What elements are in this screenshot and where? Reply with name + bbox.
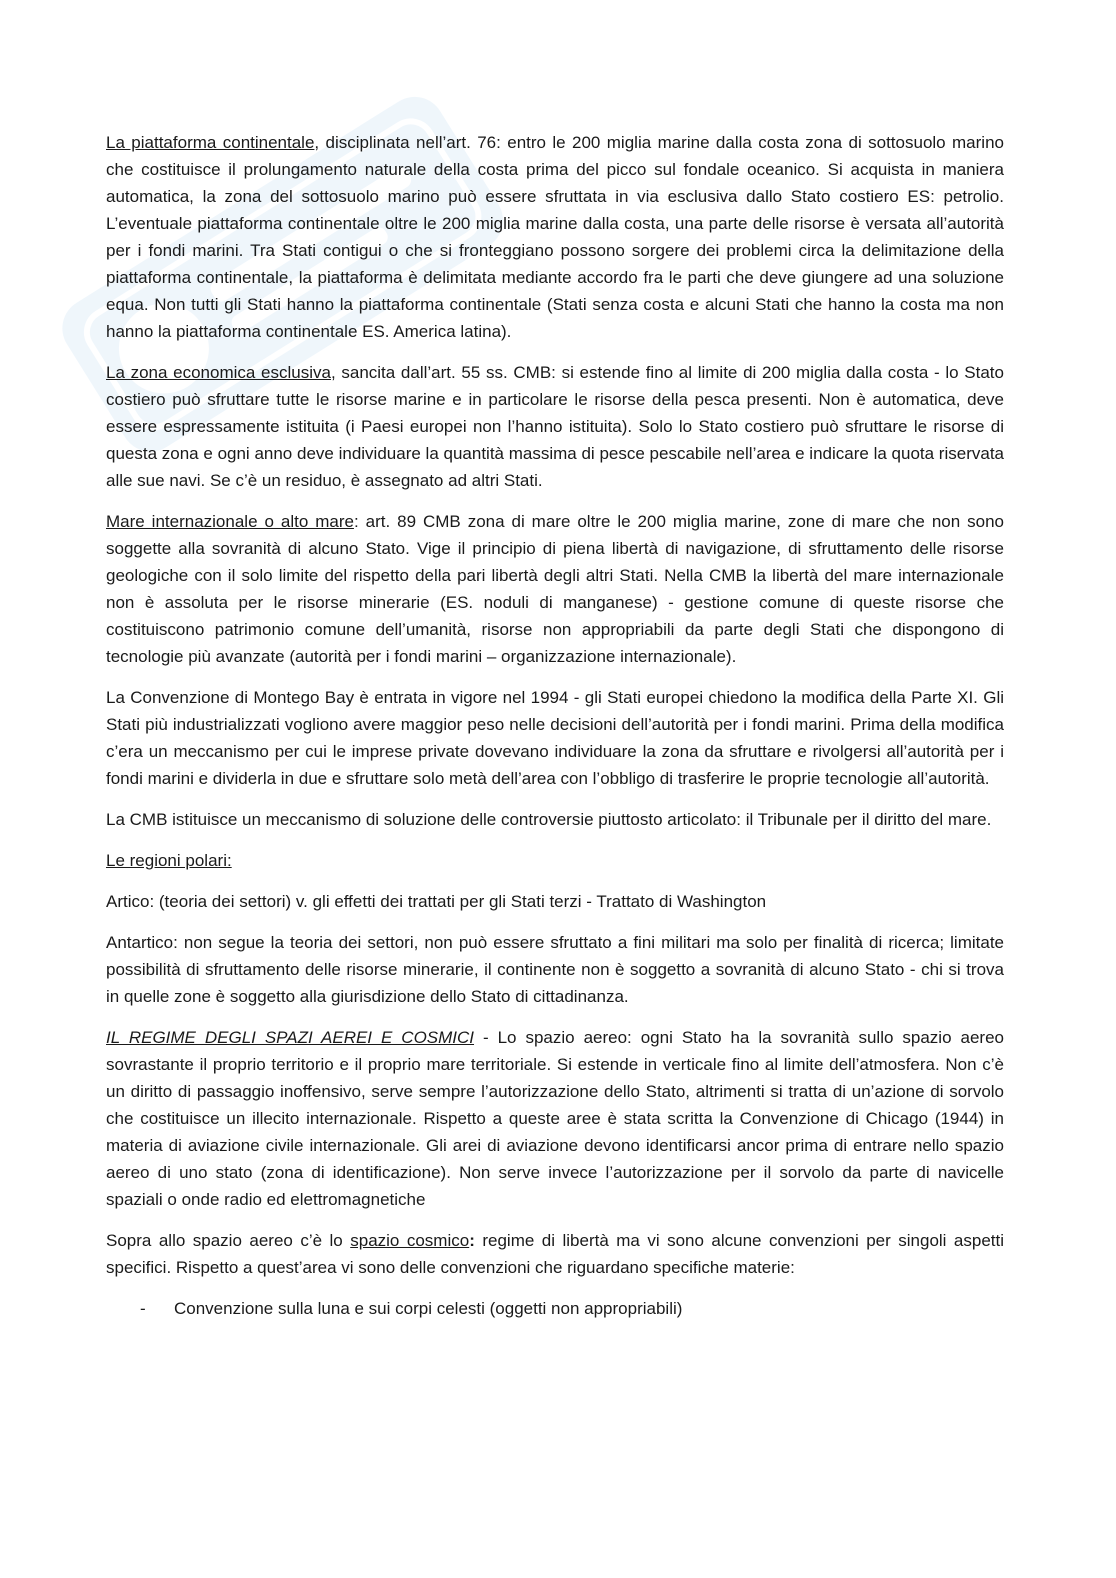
list-item-text: Convenzione sulla luna e sui corpi celesti (oggetti non appropriabili)	[174, 1299, 683, 1318]
colon: :	[469, 1231, 475, 1250]
paragraph-artico: Artico: (teoria dei settori) v. gli effetti dei trattati per gli Stati terzi - Trattato di Washington	[106, 892, 767, 911]
term-zona-economica-esclusiva: La zona economica esclusiva	[106, 363, 331, 382]
paragraph-spazio-cosmico	[106, 1227, 1004, 1281]
heading-regioni-polari	[106, 847, 1004, 874]
heading-text: Le regioni polari:	[106, 851, 232, 870]
paragraph-text: , sancita dall’art. 55 ss. CMB: si estende fino al limite di 200 miglia dalla costa - lo Stato costiero può sfruttare tutte le risorse marine e in particolare le risorse della pesca presenti. Non è automatica, deve essere espressamente istituita (i Paesi europei non l’hanno istituita). Solo lo Stato costiero può sfruttare le risorse di questa zona e ogni anno deve individuare la quantità massima di pesce pescabile nell’area e indicare la quota riservata alle sue navi. Se c’è un residuo, è assegnato ad altri Stati.	[106, 363, 1004, 490]
paragraph-alto-mare	[106, 508, 1004, 670]
paragraph-antartico: Antartico: non segue la teoria dei settori, non può essere sfruttato a fini militari ma solo per finalità di ricerca; limitate possibilità di sfruttamento delle risorse minerarie, il continente non è soggetto a sovranità di alcuno Stato - chi si trova in quelle zone è soggetto alla giurisdizione dello Stato di cittadinanza.	[106, 933, 1004, 1006]
paragraph-text: - Lo spazio aereo: ogni Stato ha la sovranità sullo spazio aereo sovrastante il proprio territorio e il proprio mare territoriale. Si estende in verticale fino al limite dell’atmosfera. Non c’è un diritto di passaggio inoffensivo, serve sempre l’autorizzazione dello Stato, altrimenti si tratta di un’azione di sorvolo che costituisce un illecito internazionale. Rispetto a queste aree è stata scritta la Convenzione di Chicago (1944) in materia di aviazione civile internazionale. Gli arei di aviazione devono identificarsi ancor prima di entrare nello spazio aereo di uno stato (zona di identificazione). Non serve invece l’autorizzazione per il sorvolo da parte di navicelle spaziali o onde radio ed elettromagnetiche	[106, 1028, 1004, 1209]
paragraph-zona-economica-esclusiva	[106, 359, 1004, 494]
term-alto-mare: Mare internazionale o alto mare	[106, 512, 354, 531]
paragraph-montego-bay: La Convenzione di Montego Bay è entrata in vigore nel 1994 - gli Stati europei chiedono la modifica della Parte XI. Gli Stati più industrializzati vogliono avere maggior peso nelle decisioni dell’autorità per i fondi marini. Prima della modifica c’era un meccanismo per cui le imprese private dovevano individuare la zona da sfruttare e rivolgersi all’autorità per i fondi marini e dividerla in due e sfruttare solo metà dell’area con l’obbligo di trasferire le proprie tecnologie all’autorità.	[106, 688, 1004, 788]
paragraph-text: , disciplinata nell’art. 76: entro le 200 miglia marine dalla costa zona di sottosuolo marino che costituisce il prolungamento naturale della costa prima del picco sul fondale oceanico. Si acquista in maniera automatica, la zona del sottosuolo marino può essere sfruttata in via esclusiva dallo Stato costiero ES: petrolio. L’eventuale piattaforma continentale oltre le 200 miglia marine dalla costa, una parte delle risorse è versata all’autorità per i fondi marini. Tra Stati contigui o che si fronteggiano possono sorgere dei problemi circa la delimitazione della piattaforma continentale, la piattaforma è delimitata mediante accordo fra le parti che deve giungere ad una soluzione equa. Non tutti gli Stati hanno la piattaforma continentale (Stati senza costa e alcuni Stati che hanno la costa ma non hanno la piattaforma continentale ES. America latina).	[106, 133, 1004, 341]
document-page	[106, 129, 1004, 1322]
paragraph-text: : art. 89 CMB zona di mare oltre le 200 miglia marine, zone di mare che non sono soggette alla sovranità di alcuno Stato. Vige il principio di piena libertà di navigazione, di sfruttamento delle risorse geologiche con il solo limite del rispetto della pari libertà degli altri Stati. Nella CMB la libertà del mare internazionale non è assoluta per le risorse minerarie (ES. noduli di manganese) - gestione comune di queste risorse che costituiscono patrimonio comune dell’umanità, risorse non appropriabili da parte degli Stati che dispongono di tecnologie più avanzate (autorità per i fondi marini – organizzazione internazionale).	[106, 512, 1004, 666]
paragraph-piattaforma-continentale	[106, 129, 1004, 345]
paragraph-tribunale: La CMB istituisce un meccanismo di soluzione delle controversie piuttosto articolato: il Tribunale per il diritto del mare.	[106, 810, 992, 829]
paragraph-text: Sopra allo spazio aereo c’è lo	[106, 1231, 351, 1250]
term-spazi-aerei: IL REGIME DEGLI SPAZI AEREI E COSMICI	[106, 1028, 475, 1047]
list-item	[106, 1295, 1004, 1322]
paragraph-spazi-aerei	[106, 1024, 1004, 1213]
term-spazio-cosmico: spazio cosmico	[350, 1231, 470, 1250]
list-bullet: -	[140, 1299, 146, 1318]
paragraph-text: regime di libertà ma vi sono alcune convenzioni per singoli aspetti specifici. Rispetto a quest’area vi sono delle convenzioni che riguardano specifiche materie:	[106, 1231, 1005, 1277]
term-piattaforma-continentale: La piattaforma continentale	[106, 133, 315, 152]
